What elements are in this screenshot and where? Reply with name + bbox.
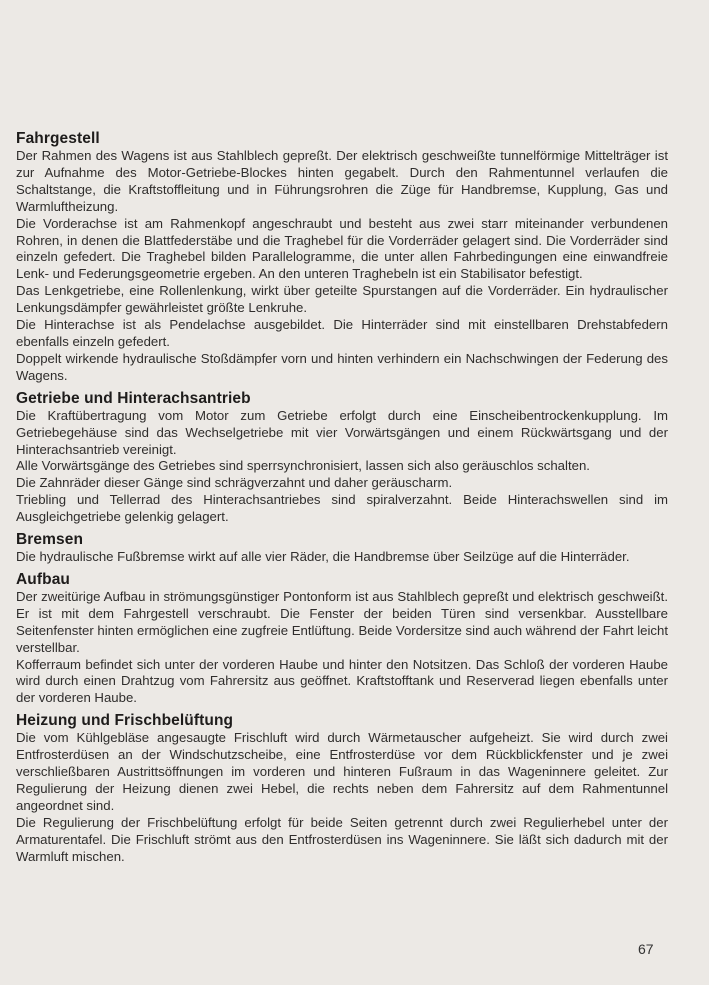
section-heading: Heizung und Frischbelüftung (16, 712, 234, 730)
paragraph: Der Rahmen des Wagens ist aus Stahlblech gepreßt. Der elektrisch geschweißte tunnelförmige Mittelträger ist zur Aufnahme des Motor-Getriebe-Blockes hinten gegabelt. Durch den Rahmentunnel verlaufen die Schaltstange, die Kraftstoffleitung und in Führungsrohren die Züge für Handbremse, Kupplung, Gas und Warmluftheizung. (16, 148, 668, 214)
section-heading: Getriebe und Hinterachsantrieb (16, 389, 251, 407)
section-heading: Aufbau (16, 570, 70, 588)
section-heading: Bremsen (16, 531, 84, 549)
paragraph: Der zweitürige Aufbau in strömungsgünstiger Pontonform ist aus Stahlblech gepreßt und elektrisch geschweißt. Er ist mit dem Fahrgestell verschraubt. Die Fenster der beiden Türen sind versenkbar. Ausstellbare Seitenfenster hinten ermöglichen eine zugfreie Entlüftung. Beide Vordersitze sind auch während der Fahrt leicht verstellbar. (16, 588, 668, 655)
paragraph: Die hydraulische Fußbremse wirkt auf alle vier Räder, die Handbremse über Seilzüge auf die Hinterräder. (16, 549, 630, 565)
paragraph: Triebling und Tellerrad des Hinterachsantriebes sind spiralverzahnt. Beide Hinterachswellen sind im Ausgleichgetriebe gelenkig gelagert. (16, 492, 668, 525)
section-aufbau (16, 571, 668, 707)
section-heading: Fahrgestell (16, 130, 100, 147)
paragraph: Die Vorderachse ist am Rahmenkopf angeschraubt und besteht aus zwei starr miteinander verbundenen Rohren, in denen die Blattfederstäbe und die Traghebel für die Vorderräder gelagert sind. Die Vorderräder sind einzeln gefedert. Die Traghebel bilden Parallelogramme, die unter allen Fahrbedingungen eine einwandfreie Lenk- und Federungsgeometrie ergeben. An den unteren Traghebeln ist ein Stabilisator befestigt. (16, 215, 668, 282)
paragraph: Die Zahnräder dieser Gänge sind schrägverzahnt und daher geräuscharm. (16, 475, 453, 491)
section-fahrgestell (16, 130, 668, 385)
paragraph: Die Kraftübertragung vom Motor zum Getriebe erfolgt durch eine Einscheibentrockenkupplung. Im Getriebegehäuse sind das Wechselgetriebe mit vier Vorwärtsgängen und einem Rückwärtsgang und der Hinterachsantrieb vereinigt. (16, 407, 668, 457)
paragraph: Doppelt wirkende hydraulische Stoßdämpfer vorn und hinten verhindern ein Nachschwingen der Federung des Wagens. (16, 350, 668, 383)
paragraph: Die Hinterachse ist als Pendelachse ausgebildet. Die Hinterräder sind mit einstellbaren Drehstabfedern ebenfalls einzeln gefedert. (16, 317, 668, 349)
section-getriebe (16, 390, 668, 526)
section-bremsen (16, 531, 668, 566)
section-heizung (16, 712, 668, 865)
page-content (16, 130, 668, 866)
paragraph: Die Regulierung der Frischbelüftung erfolgt für beide Seiten getrennt durch zwei Regulierhebel unter der Armaturentafel. Die Frischluft strömt aus den Entfrosterdüsen ins Wageninnere. Sie läßt sich dadurch mit der Warmluft mischen. (16, 814, 668, 864)
paragraph: Kofferraum befindet sich unter der vorderen Haube und hinter den Notsitzen. Das Schloß der vorderen Haube wird durch einen Drahtzug vom Fahrersitz aus geöffnet. Kraftstofftank und Reserverad liegen ebenfalls unter der vorderen Haube. (16, 656, 668, 706)
page-number: 67 (638, 941, 654, 957)
paragraph: Die vom Kühlgebläse angesaugte Frischluft wird durch Wärmetauscher aufgeheizt. Sie wird durch zwei Entfrosterdüsen an der Windschutzscheibe, eine Entfrosterdüse vor dem Rückblickfenster und je zwei verschließbaren Austrittsöffnungen im vorderen und hinteren Fußraum in das Wageninnere geleitet. Zur Regulierung der Heizung dienen zwei Hebel, die rechts neben dem Fahrersitz auf dem Rahmentunnel angeordnet sind. (16, 730, 668, 813)
paragraph: Alle Vorwärtsgänge des Getriebes sind sperrsynchronisiert, lassen sich also geräuschlos schalten. (16, 458, 590, 474)
paragraph: Das Lenkgetriebe, eine Rollenlenkung, wirkt über geteilte Spurstangen auf die Vorderräder. Ein hydraulischer Lenkungsdämpfer gewährleistet größte Lenkruhe. (16, 283, 668, 316)
